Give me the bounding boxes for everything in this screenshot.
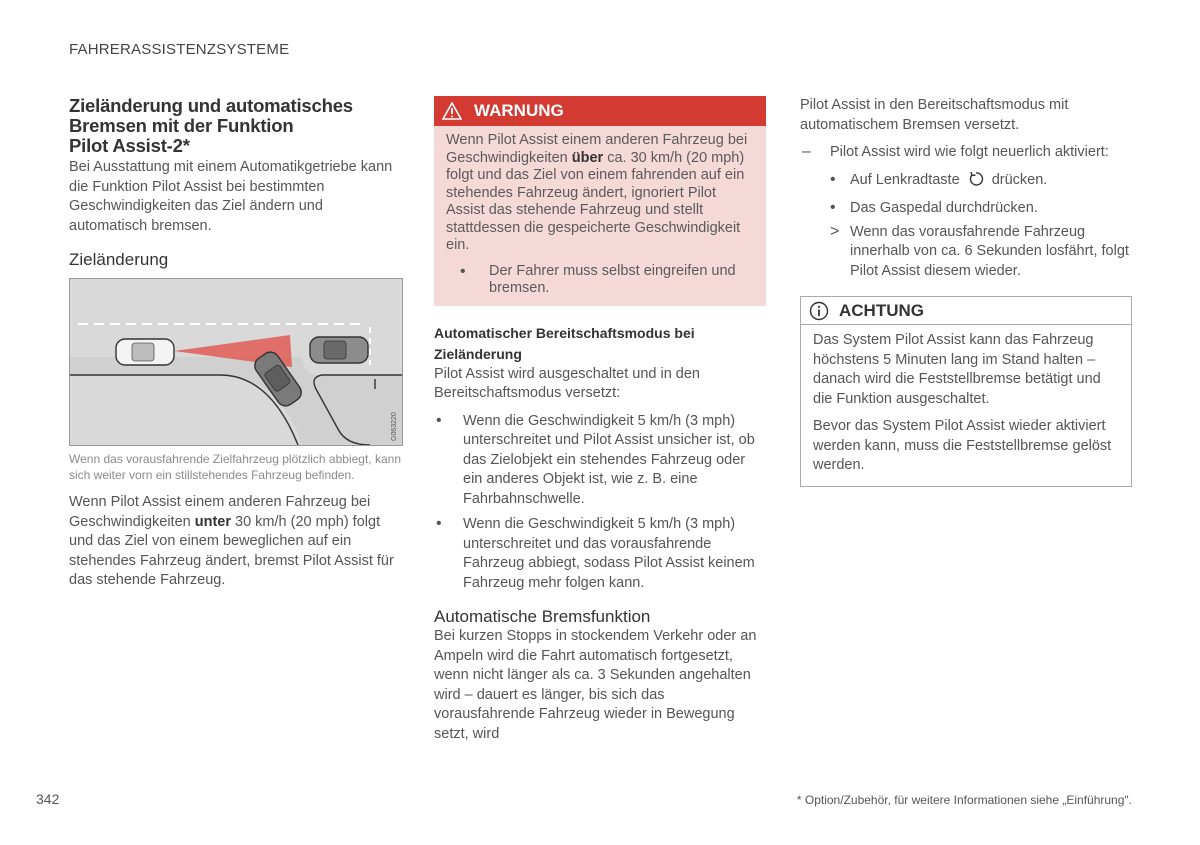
warning-body (434, 126, 766, 306)
list-item: • Wenn die Geschwindigkeit 5 km/h (3 mph) unterschreitet und Pilot Assist unsicher ist, ob das Zielobjekt ein stehendes Fahrzeug oder ein anderes Objekt ist, wie z. B. eine Fahrbahnschwelle. (436, 411, 755, 507)
section-header: FAHRERASSISTENZSYSTEME (69, 41, 290, 58)
bold-ueber: über (571, 149, 604, 166)
warning-box (434, 96, 766, 306)
figure-code: G063220 (391, 412, 398, 441)
attention-label: ACHTUNG (839, 300, 924, 320)
below-speed-text: Wenn Pilot Assist einem anderen Fahrzeug bei Geschwindigkeiten unter 30 km/h (20 mph) folgt und das Ziel von einem beweglichen auf ein stehendes Fahrzeug ändert, bremst Pilot Assist für das stehende Fahrzeug. (69, 494, 394, 588)
column-2 (434, 96, 766, 744)
info-icon (809, 301, 829, 321)
page-title (69, 96, 402, 156)
attention-box (800, 296, 1132, 487)
brake-text: Bei kurzen Stopps in stockendem Verkehr oder an Ampeln wird die Fahrt automatisch fortgesetzt, wenn nicht länger als ca. 3 Sekunden angehalten wird – dauert es länger, bis sich das vorausfahrende Fahrzeug wieder in Bewegung setzt, wird (434, 628, 757, 742)
warning-bullet: • Der Fahrer muss selbst eingreifen und bremsen. (460, 262, 736, 296)
continued-text: Pilot Assist in den Bereitschaftsmodus mit automatischem Bremsen versetzt. (800, 97, 1069, 133)
warning-triangle-icon (442, 102, 462, 120)
column-1 (69, 96, 402, 591)
standby-text: Pilot Assist wird ausgeschaltet und in den Bereitschaftsmodus versetzt: (434, 365, 700, 401)
title-line-3: Pilot Assist-2* (69, 135, 190, 156)
column-3 (800, 96, 1132, 487)
attention-text-2: Bevor das System Pilot Assist wieder aktiviert werden kann, muss die Feststellbremse gelöst werden. (813, 418, 1112, 473)
step-item: – Pilot Assist wird wie folgt neuerlich aktiviert: (802, 143, 1109, 160)
sub-heading: Zieländerung (69, 250, 169, 269)
standby-heading: Automatischer Bereitschaftsmodus bei Zieländerung (434, 324, 695, 362)
brake-heading: Automatische Bremsfunktion (434, 607, 651, 626)
sub-step-item: • Das Gaspedal durchdrücken. (830, 199, 1038, 216)
stationary-car-icon (310, 337, 368, 363)
warning-label: WARNUNG (474, 101, 564, 120)
attention-header (801, 297, 1131, 325)
attention-body (801, 325, 1131, 486)
list-item: • Wenn die Geschwindigkeit 5 km/h (3 mph) unterschreitet und das vorausfahrende Fahrzeug abbiegt, sodass Pilot Assist keinem Fahrzeug mehr folgen kann. (436, 515, 755, 591)
figure-caption: Wenn das vorausfahrende Zielfahrzeug plötzlich abbiegt, kann sich weiter vorn ein stillstehendes Fahrzeug befinden. (69, 452, 401, 482)
sub-step-item: • Auf Lenkradtaste drücken. (800, 171, 1132, 194)
steering-wheel-button-icon (968, 171, 984, 194)
warning-text: Wenn Pilot Assist einem anderen Fahrzeug bei Geschwindigkeiten über ca. 30 km/h (20 mph) folgt und das Ziel von einem fahrenden auf ein stehendes Fahrzeug ändert, ignoriert Pilot Assist das stehende Fahrzeug und stellt stattdessen die gespeicherte Geschwindigkeit ein. (446, 132, 748, 253)
intro-text: Bei Ausstattung mit einem Automatikgetriebe kann die Funktion Pilot Assist bei bestimmten Geschwindigkeiten das Ziel ändern und automatisch bremsen. (69, 159, 393, 234)
footnote: * Option/Zubehör, für weitere Informationen siehe „Einführung". (796, 793, 1132, 807)
target-change-illustration (69, 278, 403, 446)
title-line-2: Bremsen mit der Funktion (69, 115, 294, 136)
page-number: 342 (36, 791, 60, 807)
own-car-icon (116, 339, 174, 365)
warning-header (434, 96, 766, 126)
bold-unter: unter (194, 513, 231, 530)
title-line-1: Zieländerung und automatisches (69, 95, 353, 116)
result-item: > Wenn das vorausfahrende Fahrzeug innerhalb von ca. 6 Sekunden losfährt, folgt Pilot Assist diesem wieder. (830, 222, 1129, 279)
attention-text-1: Das System Pilot Assist kann das Fahrzeug höchstens 5 Minuten lang im Stand halten – danach wird die Feststellbremse betätigt und die Funktion ausgeschaltet. (813, 332, 1101, 407)
